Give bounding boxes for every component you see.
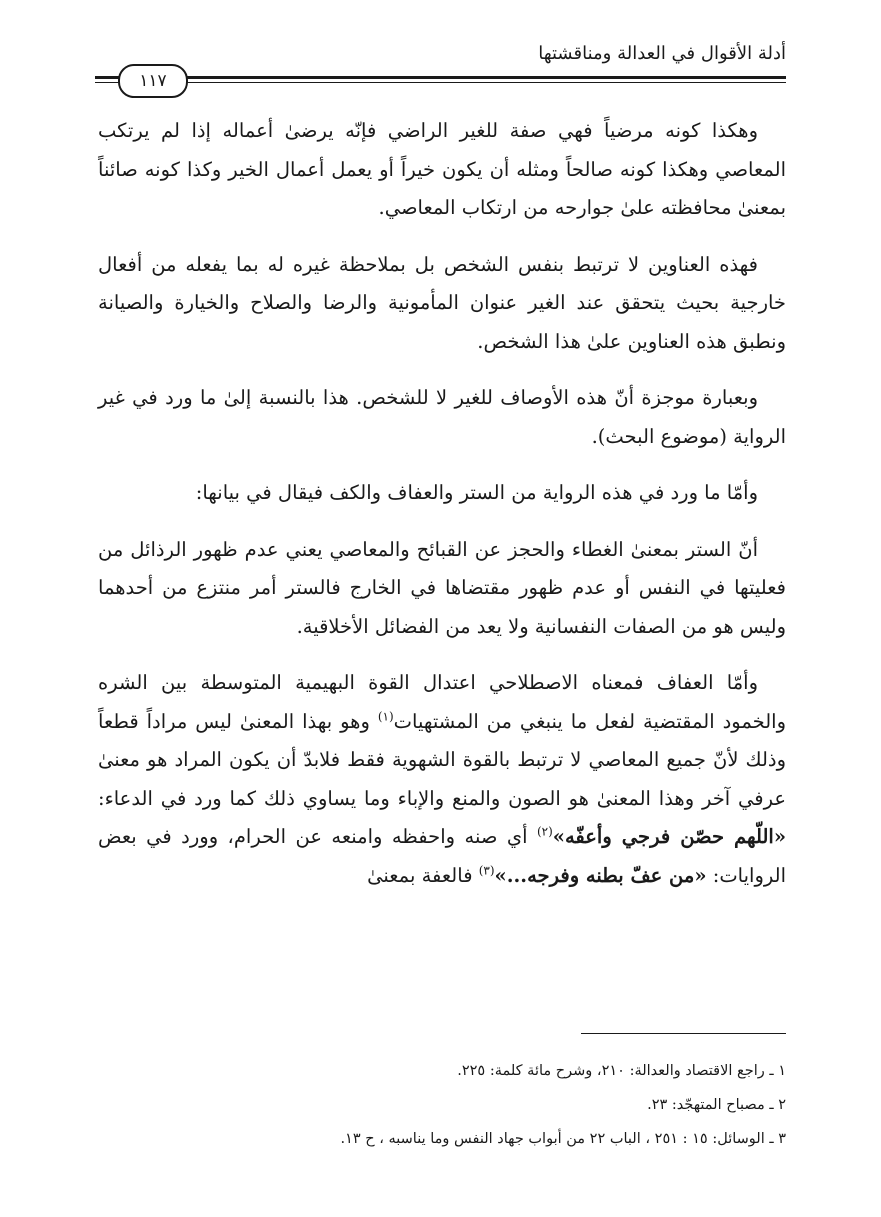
footnote-rule bbox=[581, 1033, 786, 1034]
paragraph bbox=[98, 379, 786, 456]
footnote: ٣ ـ الوسائل: ١٥ : ٢٥١ ، الباب ٢٢ من أبواب جهاد النفس وما يناسبه ، ح ١٣. bbox=[340, 1131, 786, 1147]
paragraph bbox=[98, 664, 786, 895]
paragraph-text: وهكذا كونه مرضياً فهي صفة للغير الراضي فإنّه يرضىٰ أعماله إذا لم يرتكب المعاصي وهكذا كونه صالحاً ومثله أن يكون خيراً أو يعمل أعمال الخير وكذا كونه صائناً بمعنىٰ محافظته علىٰ جوارحه من ارتكاب المعاصي. bbox=[98, 119, 786, 219]
paragraph-text: أنّ الستر بمعنىٰ الغطاء والحجز عن القبائح والمعاصي يعني عدم ظهور الرذائل من فعليتها في النفس أو عدم ظهور مقتضاها في الخارج فالستر أمر منتزع من أحدهما وليس هو من الصفات النفسانية ولا يعد من الفضائل الأخلاقية. bbox=[98, 537, 786, 638]
paragraph bbox=[98, 474, 786, 513]
paragraph-text: وهو بهذا المعنىٰ ليس مراداً قطعاً وذلك لأنّ جميع المعاصي لا ترتبط بالقوة الشهوية فقط فلابدّ أن يكون المراد هو معنىٰ عرفي آخر وهذا المعنىٰ هو الصون والمنع والإباء وما يساوي ذلك كما ورد في الدعاء: bbox=[98, 709, 786, 810]
paragraph-text: وأمّا العفاف فمعناه الاصطلاحي اعتدال القوة البهيمية المتوسطة بين الشره والخمود المقتضية لفعل ما ينبغي من المشتهيات bbox=[98, 671, 786, 733]
quoted-prayer: «اللّهم حصّن فرجي وأعفّه» bbox=[552, 825, 787, 848]
header-rule bbox=[95, 76, 786, 79]
paragraph-text: وبعبارة موجزة أنّ هذه الأوصاف للغير لا للشخص. هذا بالنسبة إلىٰ ما ورد في غير الرواية (موضوع البحث). bbox=[98, 386, 786, 448]
footnote: ١ ـ راجع الاقتصاد والعدالة: ٢١٠، وشرح مائة كلمة: ٢٢٥. bbox=[457, 1063, 786, 1079]
running-title: أدلة الأقوال في العدالة ومناقشتها bbox=[538, 43, 786, 64]
paragraph bbox=[98, 531, 786, 647]
paragraph-text: أي صنه واحفظه وامنعه عن الحرام، وورد في بعض الروايات: bbox=[98, 825, 786, 887]
paragraph-text: فالعفة بمعنىٰ bbox=[367, 863, 479, 887]
paragraph-text: فهذه العناوين لا ترتبط بنفس الشخص بل بملاحظة غيره له بما يفعله من أفعال خارجية بحيث يتحقق عند الغير عنوان المأمونية والرضا والصلاح والخيارة والصيانة ونطبق هذه العناوين علىٰ هذا الشخص. bbox=[98, 252, 786, 353]
page-number: ١١٧ bbox=[118, 64, 188, 98]
quoted-narration: «من عفّ بطنه وفرجه...» bbox=[494, 863, 707, 887]
paragraph bbox=[98, 246, 786, 362]
footnote-ref[interactable]: (٣) bbox=[478, 863, 495, 877]
paragraph bbox=[98, 112, 786, 228]
footnote: ٢ ـ مصباح المتهجّد: ٢٣. bbox=[647, 1097, 786, 1113]
header-rule-thin bbox=[95, 82, 786, 83]
paragraph-text: وأمّا ما ورد في هذه الرواية من الستر والعفاف والكف فيقال في بيانها: bbox=[195, 481, 758, 504]
footnote-ref[interactable]: (١) bbox=[377, 709, 394, 723]
body-text bbox=[98, 112, 786, 913]
footnote-ref[interactable]: (٢) bbox=[536, 824, 553, 839]
footnotes bbox=[98, 1054, 786, 1156]
